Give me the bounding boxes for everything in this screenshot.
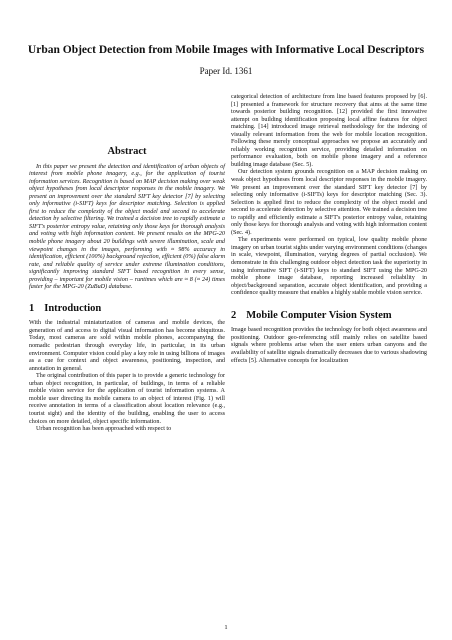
section-heading-introduction bbox=[29, 302, 225, 314]
section-title: Introduction bbox=[44, 302, 102, 314]
intro-paragraph-1: With the industrial miniaturization of cameras and mobile devices, the generation of and access to digital visual information has become ubiquitous. Today, most cameras are sold within mobile phones, accompanying the nomadic pedestrian through everyday life, in particular, in its urban environment. Computer vision could play a key role in using billions of images as a cue for context and object awareness, positioning, inspection, and annotation in general. bbox=[29, 320, 225, 372]
page-number: 1 bbox=[224, 624, 228, 631]
section-title: Mobile Computer Vision System bbox=[246, 309, 392, 321]
abstract-heading: Abstract bbox=[107, 146, 147, 157]
paper-id: Paper Id. 1361 bbox=[199, 66, 253, 76]
left-column bbox=[29, 94, 225, 434]
section-number: 2 bbox=[231, 309, 237, 321]
intro-continued-paragraph-2: Our detection system grounds recognition on a MAP decision making on weak object hypotheses from local descriptor responses in the mobile imagery. We present an improvement over the standard SIFT key detector [7] by selecting only informative (i-SIFTs) keys for descriptor matching (Sec. 3). Selection is applied first to reduce the complexity of the object model and second to accelerate detection by selective attention. We trained a decision tree to rapidly and efficiently estimate a SIFT's posterior entropy value, retaining only those keys for thorough analysis and voting with high information content (Sec. 4). bbox=[231, 169, 427, 236]
abstract-body bbox=[29, 164, 225, 292]
right-column bbox=[231, 94, 427, 365]
abstract-text: In this paper we present the detection and identification of urban objects of interest from mobile phone imagery, e.g., for the application of tourist information services. Recognition is based on MAP decision making over weak object hypotheses from local descriptor responses in the mobile imagery. We present an improvement over the standard SIFT key detector [7] by selecting only informative (i-SIFT) keys for descriptor matching. Selection is applied first to reduce the complexity of the object model and second to accelerate detection by selective filtering. We trained a decision tree to rapidly estimate a SIFT's posterior entropy value, retaining only those keys for thorough analysis and voting with high information content. We present results on the MPG-20 mobile phone imagery about 20 buildings with severe illumination, scale and viewpoint changes in the images, performing with ≈ 98% accuracy in identification, efficient (100%) background rejection, efficient (0%) false alarm rate, and reliable quality of service under extreme illumination conditions, significantly improving standard SIFT based recognition in every sense, providing – important for mobile vision – runtimes which are ≈ 8 (≈ 24) times faster for the MPG-20 (ZuBuD) database. bbox=[29, 163, 225, 291]
intro-continued-paragraph-1: categorical detection of architecture from line based features proposed by [6]. [1] presented a framework for structure recovery that aims at the same time towards posterior building recognition. [12] provided the first innovative attempt on building identification proposing local affine features for object matching. [14] introduced image retrieval methodology for the indexing of visually relevant information from the web for mobile location recognition. Following these merely conceptual approaches we propose an accurately and reliably working recognition service, providing detailed information on performance evaluation, both on mobile phone imagery and a reference building image database (Sec. 5). bbox=[231, 94, 427, 168]
section-heading-mobile-vision bbox=[231, 309, 427, 321]
intro-continued-paragraph-3: The experiments were performed on typical, low quality mobile phone imagery on urban tourist sights under varying environment conditions (changes in scale, viewpoint, illumination, varying degrees of partial occlusion). We demonstrate in this challenging outdoor object detection task the superiority in using informative SIFT (i-SIFT) keys to standard SIFT using the MPG-20 mobile phone image database, reporting increased reliability in object/background separation, accurate object identification, and providing a confidence quality measure that enables a highly stable mobile vision service. bbox=[231, 237, 427, 297]
intro-paragraph-2: The original contribution of this paper is to provide a generic technology for urban object recognition, in particular, of buildings, in terms of a reliable mobile vision service for the application of tourist information systems. A mobile user directing its mobile camera to an object of interest (Fig. 1) will receive annotation in terms of a classification about location relevance (e.g., tourist sight) and the identity of the building, enabling the user to access choices on more detailed, object specific information. bbox=[29, 373, 225, 425]
mobile-vision-paragraph-1: Image based recognition provides the technology for both object awareness and positioning. Outdoor geo-referencing still mainly relies on satellite based signals where problems arise when the user enters urban canyons and the availability of satellite signals dramatically decreases due to various shadowing effects [5]. Alternative concepts for localization bbox=[231, 327, 427, 364]
section-number: 1 bbox=[29, 302, 35, 314]
intro-paragraph-3: Urban recognition has been approached with respect to bbox=[36, 426, 172, 433]
paper-title: Urban Object Detection from Mobile Images with Informative Local Descriptors bbox=[27, 44, 425, 56]
